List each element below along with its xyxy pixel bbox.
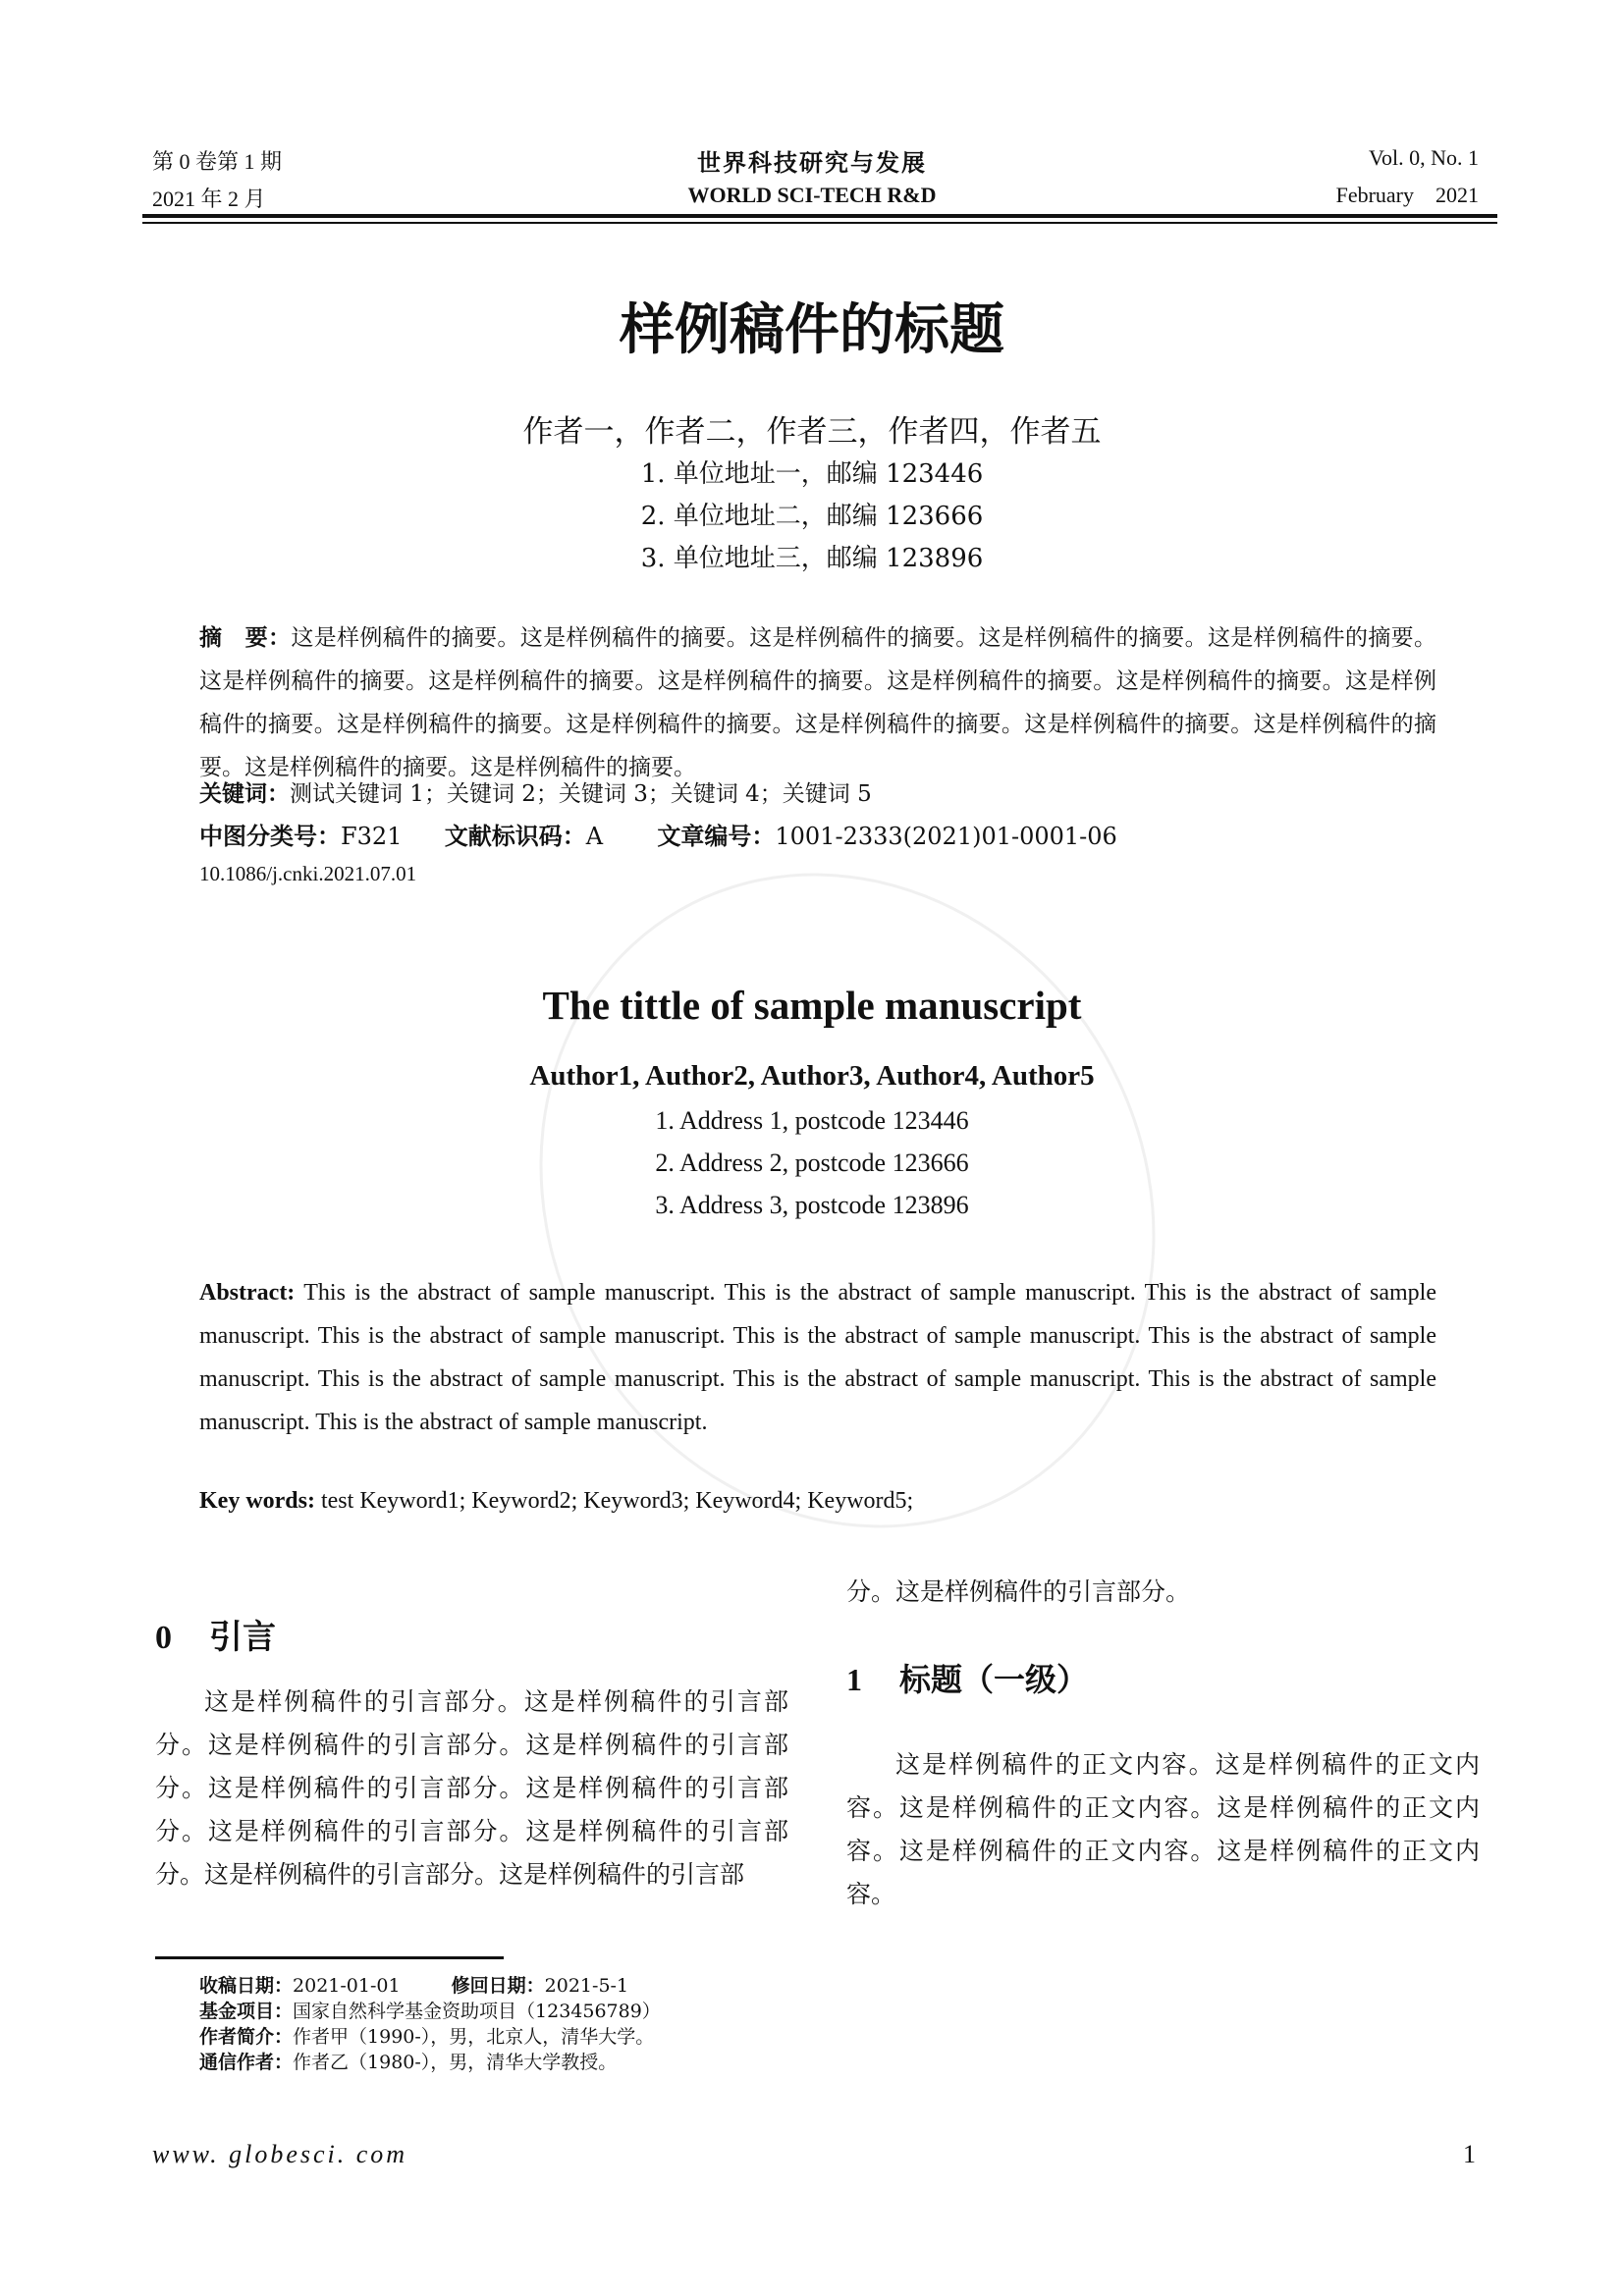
address-cn-1: 1. 单位地址一，邮编 123446	[640, 459, 984, 489]
header-rule-thin	[142, 222, 1497, 224]
clc-value: F321	[341, 823, 403, 850]
page-number: 1	[1463, 2140, 1476, 2168]
abstract-cn-text: 这是样例稿件的摘要。这是样例稿件的摘要。这是样例稿件的摘要。这是样例稿件的摘要。这是样例稿件的摘要。这是样例稿件的摘要。这是样例稿件的摘要。这是样例稿件的摘要。这是样例稿件的摘要。这是样例稿件的摘要。这是样例稿件的摘要。这是样例稿件的摘要。这是样例稿件的摘要。这是样例稿件的摘要。这是样例稿件的摘要。这是样例稿件的摘要。这是样例稿件的摘要。这是样例稿件的摘要。	[199, 625, 1437, 780]
section-body-1: 这是样例稿件的正文内容。这是样例稿件的正文内容。这是样例稿件的正文内容。这是样例稿件的正文内容。这是样例稿件的正文内容。这是样例稿件的正文内容。	[846, 1750, 1480, 1908]
paper-title-en: The tittle of sample manuscript	[542, 983, 1082, 1028]
address-cn-3: 3. 单位地址三，邮编 123896	[640, 544, 984, 573]
address-en-3: 3. Address 3, postcode 123896	[655, 1191, 969, 1219]
received-date: 2021-01-01	[293, 1975, 401, 1997]
header-date-en: February 2021	[1335, 183, 1479, 207]
doc-code-value: A	[585, 823, 604, 850]
header-date-cn: 2021 年 2 月	[152, 187, 266, 211]
abstract-en-text: This is the abstract of sample manuscript. This is the abstract of sample manuscript. This is the abstract of sample manuscript. This is the abstract of sample manuscript. This is the abstract of sample manuscript. This is the abstract of sample manuscript. This is the abstract of sample manuscript. This is the abstract of sample manuscript. This is the abstract of sample manuscript. This is the abstract of sample manuscript.	[199, 1280, 1436, 1435]
abstract-cn-label: 摘 要：	[199, 625, 292, 651]
section-body-0: 这是样例稿件的引言部分。这是样例稿件的引言部分。这是样例稿件的引言部分。这是样例稿件的引言部分。这是样例稿件的引言部分。这是样例稿件的引言部分。这是样例稿件的引言部分。这是样例稿件的引言部分。这是样例稿件的引言部分。这是样例稿件的引言部	[155, 1687, 788, 1889]
paper-title-cn: 样例稿件的标题	[620, 298, 1004, 362]
keywords-cn-text: 测试关键词 1；关键词 2；关键词 3；关键词 4；关键词 5	[290, 781, 872, 807]
address-en-2: 2. Address 2, postcode 123666	[655, 1148, 969, 1177]
revised-label: 修回日期：	[451, 1975, 545, 1997]
corresponding-text: 作者乙（1980-），男，清华大学教授。	[293, 2052, 618, 2073]
section-heading-1	[846, 1655, 1088, 1700]
corresponding-label: 通信作者：	[199, 2052, 294, 2073]
authors-en: Author1, Author2, Author3, Author4, Author5	[529, 1060, 1095, 1092]
header-volume-issue: 第 0 卷第 1 期	[152, 149, 283, 174]
section-heading-0	[155, 1610, 276, 1658]
footnote-rule	[155, 1956, 504, 1959]
article-no-label: 文章编号：	[657, 823, 776, 850]
clc-label: 中图分类号：	[199, 823, 341, 850]
footnote-corresponding	[199, 2050, 617, 2075]
journal-title-en: WORLD SCI-TECH R&D	[687, 183, 937, 207]
article-no-value: 1001-2333(2021)01-0001-06	[775, 823, 1117, 850]
bio-text: 作者甲（1990-），男，北京人，清华大学。	[293, 2026, 655, 2048]
keywords-cn-label: 关键词：	[199, 781, 290, 807]
received-label: 收稿日期：	[199, 1975, 294, 1997]
bio-label: 作者简介：	[199, 2026, 294, 2048]
footnote-fund	[199, 1999, 661, 2024]
section-number: 0	[155, 1620, 172, 1656]
abstract-en	[199, 1271, 1436, 1444]
doc-code-label: 文献标识码：	[444, 823, 586, 850]
abstract-cn	[199, 616, 1436, 789]
footer-url[interactable]: www. globesci. com	[152, 2140, 408, 2168]
section-title: 引言	[209, 1618, 276, 1657]
keywords-en-label: Key words:	[199, 1488, 315, 1514]
address-cn-2: 2. 单位地址二，邮编 123666	[640, 502, 984, 531]
doi: 10.1086/j.cnki.2021.07.01	[199, 862, 417, 885]
journal-title-cn: 世界科技研究与发展	[697, 149, 927, 177]
address-en-1: 1. Address 1, postcode 123446	[655, 1106, 969, 1135]
section-body-0-continuation: 分。这是样例稿件的引言部分。	[846, 1577, 1191, 1606]
abstract-en-label: Abstract:	[199, 1280, 296, 1306]
footnote-dates	[199, 1973, 628, 1999]
fund-label: 基金项目：	[199, 2001, 294, 2022]
keywords-en	[199, 1488, 913, 1515]
section-title: 标题（一级）	[899, 1661, 1089, 1698]
header-rule-thick	[142, 214, 1497, 218]
footnote-bio	[199, 2024, 654, 2050]
header-volume-en: Vol. 0, No. 1	[1368, 145, 1479, 170]
authors-cn: 作者一，作者二，作者三，作者四，作者五	[522, 414, 1102, 450]
keywords-en-text: test Keyword1; Keyword2; Keyword3; Keyword4; Keyword5;	[320, 1488, 914, 1514]
classification-line	[199, 817, 1117, 851]
revised-date: 2021-5-1	[544, 1975, 629, 1997]
fund-text: 国家自然科学基金资助项目（123456789）	[293, 2001, 661, 2022]
section-number: 1	[846, 1662, 862, 1697]
keywords-cn	[199, 775, 872, 808]
